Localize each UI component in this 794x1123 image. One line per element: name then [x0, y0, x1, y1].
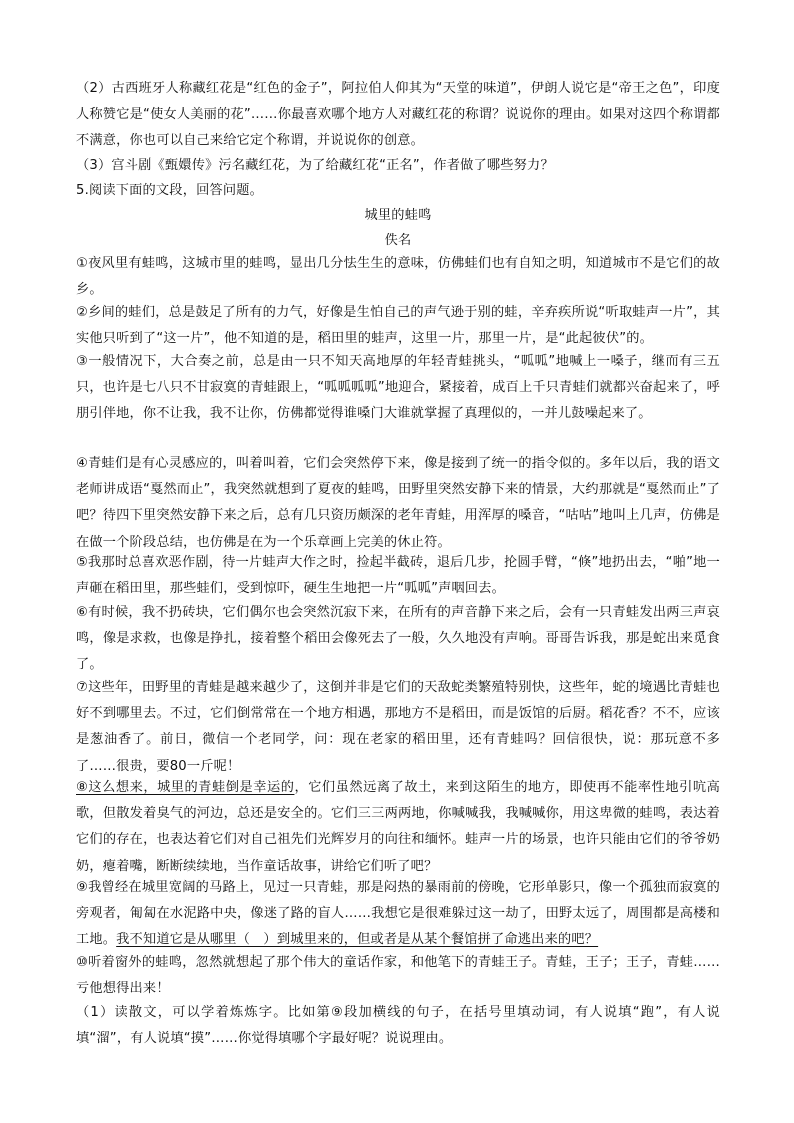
- paragraph-4: ④青蛙们是有心灵感应的，叫着叫着，它们会突然停下来，像是接到了统一的指令似的。多年以后，我的语文老师讲成语“戛然而止”，我突然就想到了夏夜的蛙鸣，田野里突然安静下来的情景，大约那就是“戛然而止”了吧？待四下里突然安静下来之后，总有几只资历颇深的老年青蛙，用浑厚的嗓音，“咕咕”地叫上几声，仿佛是在做一个阶段总结，也仿佛是在为一个乐章画上完美的休止符。: [76, 456, 720, 550]
- paragraph-6: ⑥有时候，我不扔砖块，它们偶尔也会突然沉寂下来，在所有的声音静下来之后，会有一只青蛙发出两三声哀鸣，像是求救，也像是挣扎，接着整个稻田会像死去了一般，久久地没有声响。哥哥告诉我，那是蛇出来觅食了。: [76, 605, 720, 673]
- paragraph-9-underlined-sentence: 我不知道它是从哪里（ ）到城里来的，但或者是从某个餐馆拼了命逃出来的吧？: [116, 932, 599, 948]
- article-author: 佚名: [384, 233, 412, 248]
- paragraph-10: ⑩听着窗外的蛙鸣，忽然就想起了那个伟大的童话作家，和他笔下的青蛙王子。青蛙，王子；王子，青蛙……亏他想得出来！: [76, 955, 720, 997]
- paragraph-9-text: ⑨我曾经在城里宽阔的马路上，见过一只青蛙，那是闷热的暴雨前的傍晚，它形单影只，像一个孤独而寂寞的旁观者，匍匐在水泥路中央，像迷了路的盲人……我想它是很难躲过这一劫了，田野太远了，周围都是高楼和工地。: [76, 880, 720, 948]
- paragraph-8-text: ，它们虽然远离了故土，来到这陌生的地方，即使再不能率性地引吭高歌，但散发着臭气的河边，总还是安全的。它们三三两两地，你喊喊我，我喊喊你，用这卑微的蛙鸣，表达着它们的存在，也表达着它们对自己祖先们光辉岁月的向往和缅怀。蛙声一片的场景，也许只能由它们的爷爷奶奶，瘪着嘴，断断续续地，当作童话故事，讲给它们听了吧？: [76, 780, 720, 874]
- question-3: （3）宫斗剧《甄嬛传》污名藏红花，为了给藏红花“正名”，作者做了哪些努力？: [76, 158, 554, 173]
- paragraph-3: ③一般情况下，大合奏之前，总是由一只不知天高地厚的年轻青蛙挑头，“呱呱”地喊上一嗓子，继而有三五只，也许是七八只不甘寂寞的青蛙跟上，“呱呱呱呱”地迎合，紧接着，成百上千只青蛙们就都兴奋起来了，呼朋引伴地，你不让我，我不让你，仿佛都觉得谁嗓门大谁就掌握了真理似的，一并儿鼓噪起来了。: [76, 354, 720, 422]
- paragraph-9: [76, 875, 720, 954]
- paragraph-7: ⑦这些年，田野里的青蛙是越来越少了，这倒并非是它们的天敌蛇类繁殖特别快，这些年，蛇的境遇比青蛙也好不到哪里去。不过，它们倒常常在一个地方相遇，那地方不是稻田，而是饭馆的后厨。稻花香？不不，应该是葱油香了。前日，微信一个老同学，问：现在老家的稻田里，还有青蛙吗？回信很快，说：那玩意不多了……很贵，要80一斤呢！: [76, 680, 720, 774]
- section-instruction: 5.阅读下面的文段，回答问题。: [76, 183, 264, 198]
- paragraph-8-underlined-sentence: ⑧这么想来，城里的青蛙倒是幸运的: [76, 780, 295, 795]
- question-2: （2）古西班牙人称藏红花是“红色的金子”，阿拉伯人仰其为“天堂的味道”，伊朗人说它是“帝王之色”，印度人称赞它是“使女人美丽的花”……你最喜欢哪个地方人对藏红花的称谓？说说你的理由。如果对这四个称谓都不满意，你也可以自己来给它定个称谓，并说说你的创意。: [76, 81, 720, 149]
- paragraph-1: ①夜风里有蛙鸣，这城市里的蛙鸣，显出几分怯生生的意味，仿佛蛙们也有自知之明，知道城市不是它们的故乡。: [76, 256, 720, 298]
- paragraph-8: [76, 775, 720, 880]
- article-title: 城里的蛙鸣: [364, 208, 432, 223]
- question-1: （1）读散文，可以学着炼炼字。比如第⑨段加横线的句子，在括号里填动词，有人说填“跑”，有人说填“溜”，有人说填“摸”……你觉得填哪个字最好呢？说说理由。: [76, 1005, 720, 1047]
- paragraph-2: ②乡间的蛙们，总是鼓足了所有的力气，好像是生怕自己的声气逊于别的蛙，辛弃疾所说“听取蛙声一片”，其实他只听到了“这一片”，他不知道的是，稻田里的蛙声，这里一片，那里一片，是“此起彼伏”的。: [76, 305, 720, 347]
- paragraph-5: ⑤我那时总喜欢恶作剧，待一片蛙声大作之时，捡起半截砖，退后几步，抡圆手臂，“倏”地扔出去，“啪”地一声砸在稻田里，那些蛙们，受到惊吓，硬生生地把一片“呱呱”声咽回去。: [76, 555, 720, 597]
